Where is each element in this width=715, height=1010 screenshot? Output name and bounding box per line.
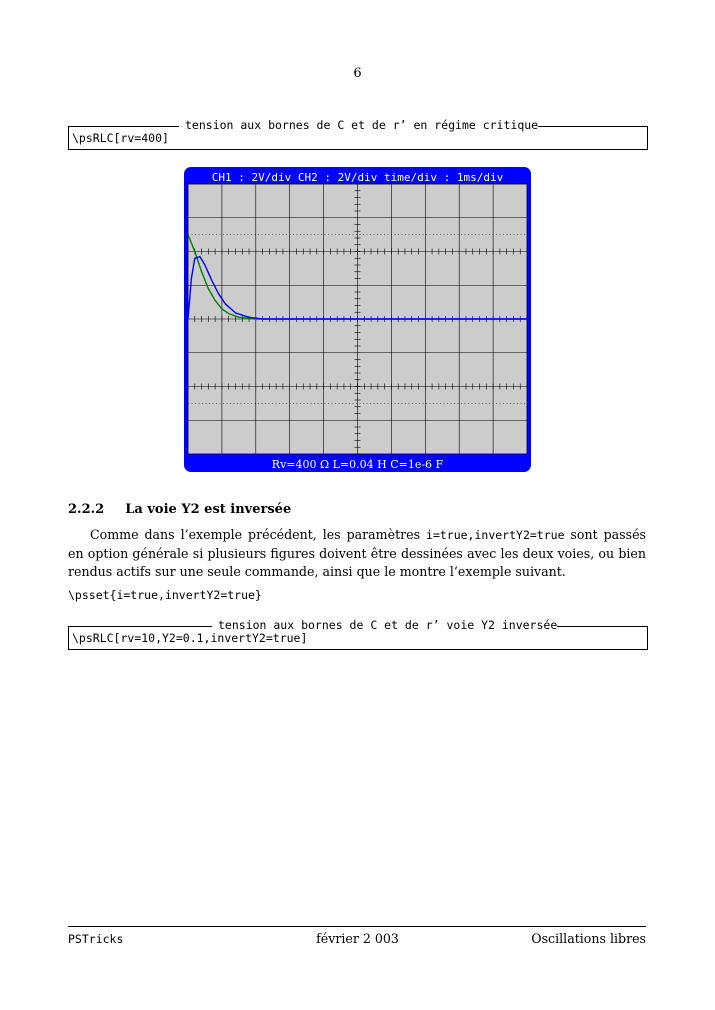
- paragraph-code: i=true,invertY2=true: [426, 528, 565, 542]
- footer-rule: [68, 926, 646, 927]
- code-listing-1: [68, 118, 648, 150]
- listing-caption: tension aux bornes de C et de r’ en régime critique: [185, 118, 539, 132]
- paragraph-text-2: sont passés en option générale si plusieurs figures doivent être dessinées avec les deux voies, ou bien rendus actifs sur une seule commande, ainsi que le montre l’exemple suivant.: [68, 527, 647, 579]
- listing-code: \psRLC[rv=10,Y2=0.1,invertY2=true]: [72, 631, 308, 645]
- scope-header: CH1 : 2V/div CH2 : 2V/div time/div : 1ms/div: [211, 171, 504, 184]
- oscilloscope-figure: [184, 167, 531, 472]
- scope-footer: Rv=400 Ω L=0.04 H C=1e-6 F: [271, 458, 444, 471]
- page-number: 6: [353, 66, 362, 81]
- psset-command: \psset{i=true,invertY2=true}: [68, 588, 262, 602]
- section-heading: [68, 502, 291, 517]
- listing-caption: tension aux bornes de C et de r’ voie Y2 inversée: [218, 618, 558, 632]
- listing-code: \psRLC[rv=400]: [72, 131, 169, 145]
- listing-rule-left: [69, 126, 179, 127]
- body-paragraph: [68, 526, 646, 582]
- section-number: 2.2.2: [68, 502, 105, 517]
- footer-center: février 2 003: [316, 931, 399, 946]
- footer-right: Oscillations libres: [531, 931, 646, 946]
- footer-left: PSTricks: [68, 932, 124, 946]
- code-listing-2: [68, 618, 648, 650]
- listing-rule-left: [69, 626, 212, 627]
- paragraph-text-1: Comme dans l’exemple précédent, les paramètres: [90, 527, 427, 542]
- listing-rule-right: [537, 126, 647, 127]
- section-title: La voie Y2 est inversée: [125, 502, 292, 517]
